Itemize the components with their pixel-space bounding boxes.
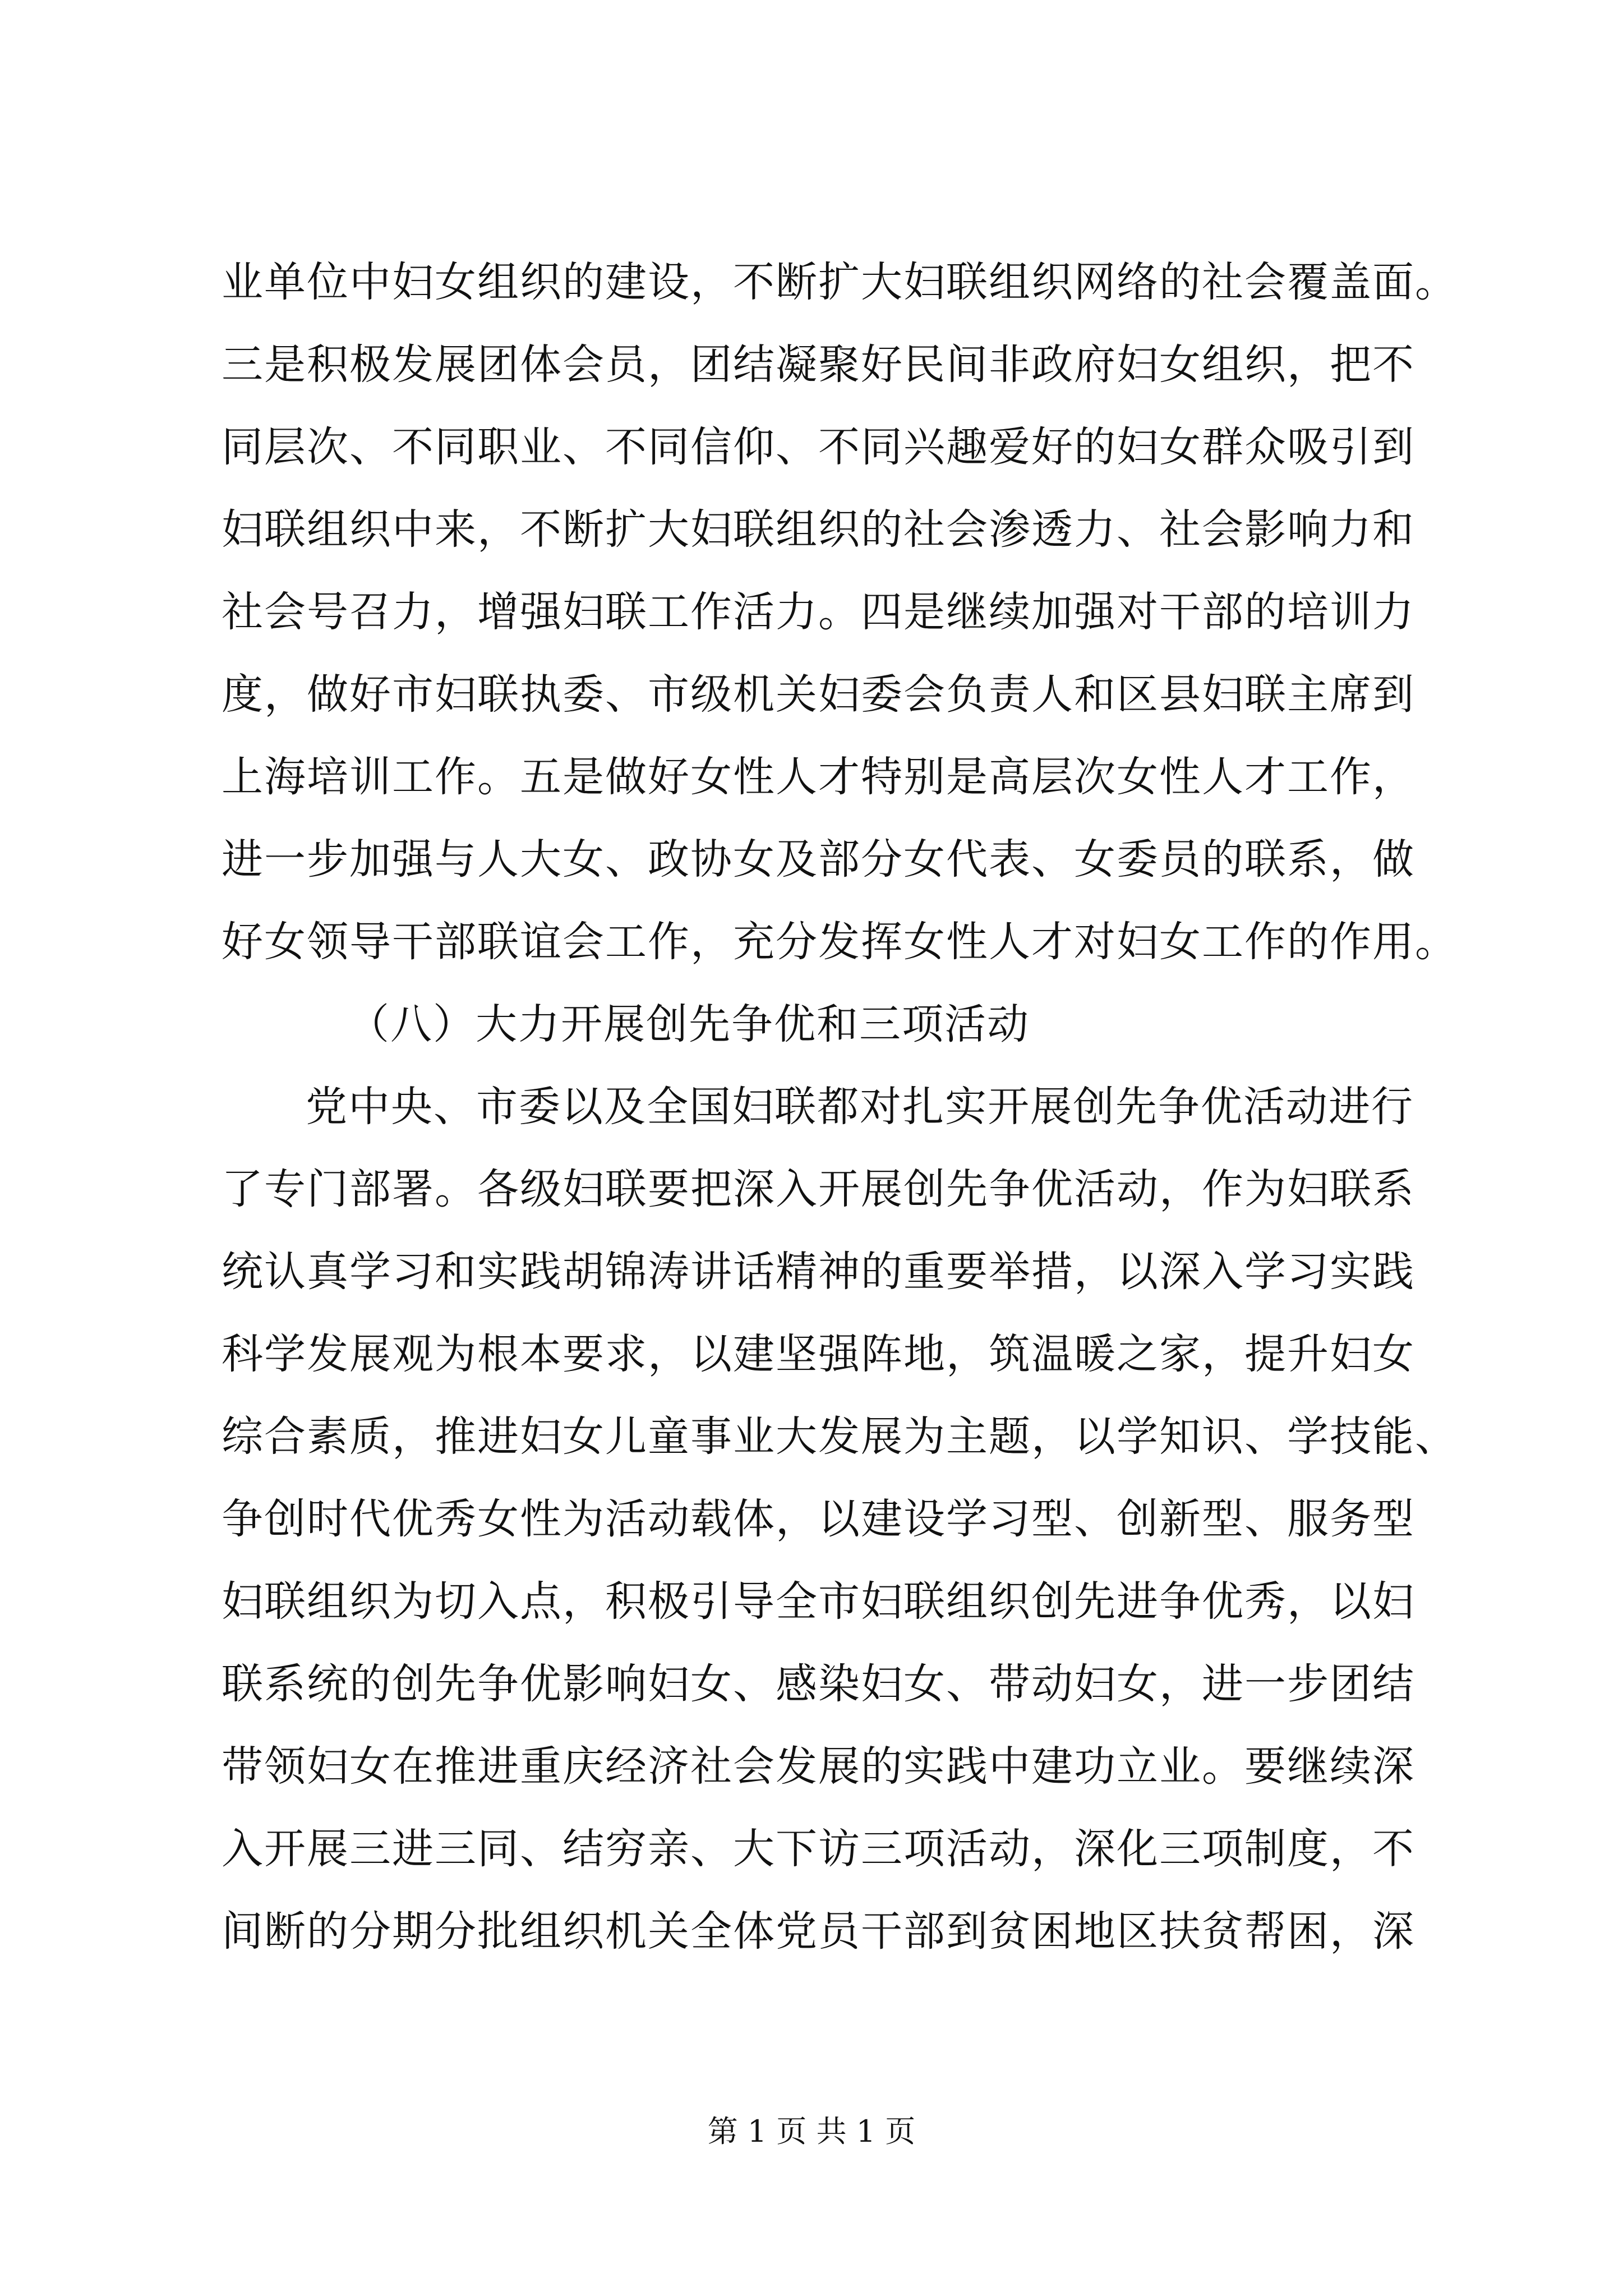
paragraph-line: 间断的分期分批组织机关全体党员干部到贫困地区扶贫帮困，深 <box>222 1907 1415 1955</box>
paragraph-line: 联系统的创先争优影响妇女、感染妇女、带动妇女，进一步团结 <box>222 1660 1415 1708</box>
section-heading: （八）大力开展创先争优和三项活动 <box>348 1000 1030 1048</box>
page-footer: 第 1 页 共 1 页 <box>707 2114 916 2149</box>
paragraph-line: 上海培训工作。五是做好女性人才特别是高层次女性人才工作， <box>222 753 1415 801</box>
paragraph-line: 科学发展观为根本要求，以建坚强阵地，筑温暖之家，提升妇女 <box>222 1330 1415 1378</box>
paragraph-line: 同层次、不同职业、不同信仰、不同兴趣爱好的妇女群众吸引到 <box>222 423 1415 471</box>
paragraph-first-line: 党中央、市委以及全国妇联都对扎实开展创先争优活动进行 <box>306 1083 1414 1131</box>
paragraph-line: 妇联组织中来，不断扩大妇联组织的社会渗透力、社会影响力和 <box>222 505 1415 554</box>
paragraph-line: 度，做好市妇联执委、市级机关妇委会负责人和区县妇联主席到 <box>222 670 1415 719</box>
paragraph-line: 妇联组织为切入点，积极引导全市妇联组织创先进争优秀，以妇 <box>222 1577 1415 1626</box>
paragraph-line: 好女领导干部联谊会工作，充分发挥女性人才对妇女工作的作用。 <box>222 918 1458 966</box>
paragraph-line: 综合素质，推进妇女儿童事业大发展为主题，以学知识、学技能、 <box>222 1412 1458 1461</box>
document-body <box>222 241 1472 1973</box>
paragraph-line: 社会号召力，增强妇联工作活力。四是继续加强对干部的培训力 <box>222 588 1415 636</box>
paragraph-line: 进一步加强与人大女、政协女及部分女代表、女委员的联系，做 <box>222 835 1415 884</box>
paragraph-line: 带领妇女在推进重庆经济社会发展的实践中建功立业。要继续深 <box>222 1742 1415 1791</box>
paragraph-line: 争创时代优秀女性为活动载体，以建设学习型、创新型、服务型 <box>222 1495 1415 1543</box>
paragraph-line: 三是积极发展团体会员，团结凝聚好民间非政府妇女组织，把不 <box>222 341 1415 389</box>
paragraph-line: 统认真学习和实践胡锦涛讲话精神的重要举措，以深入学习实践 <box>222 1248 1415 1296</box>
paragraph-line: 入开展三进三同、结穷亲、大下访三项活动，深化三项制度，不 <box>222 1825 1415 1873</box>
paragraph-line: 了专门部署。各级妇联要把深入开展创先争优活动，作为妇联系 <box>222 1165 1415 1213</box>
paragraph-line: 业单位中妇女组织的建设，不断扩大妇联组织网络的社会覆盖面。 <box>222 258 1458 306</box>
